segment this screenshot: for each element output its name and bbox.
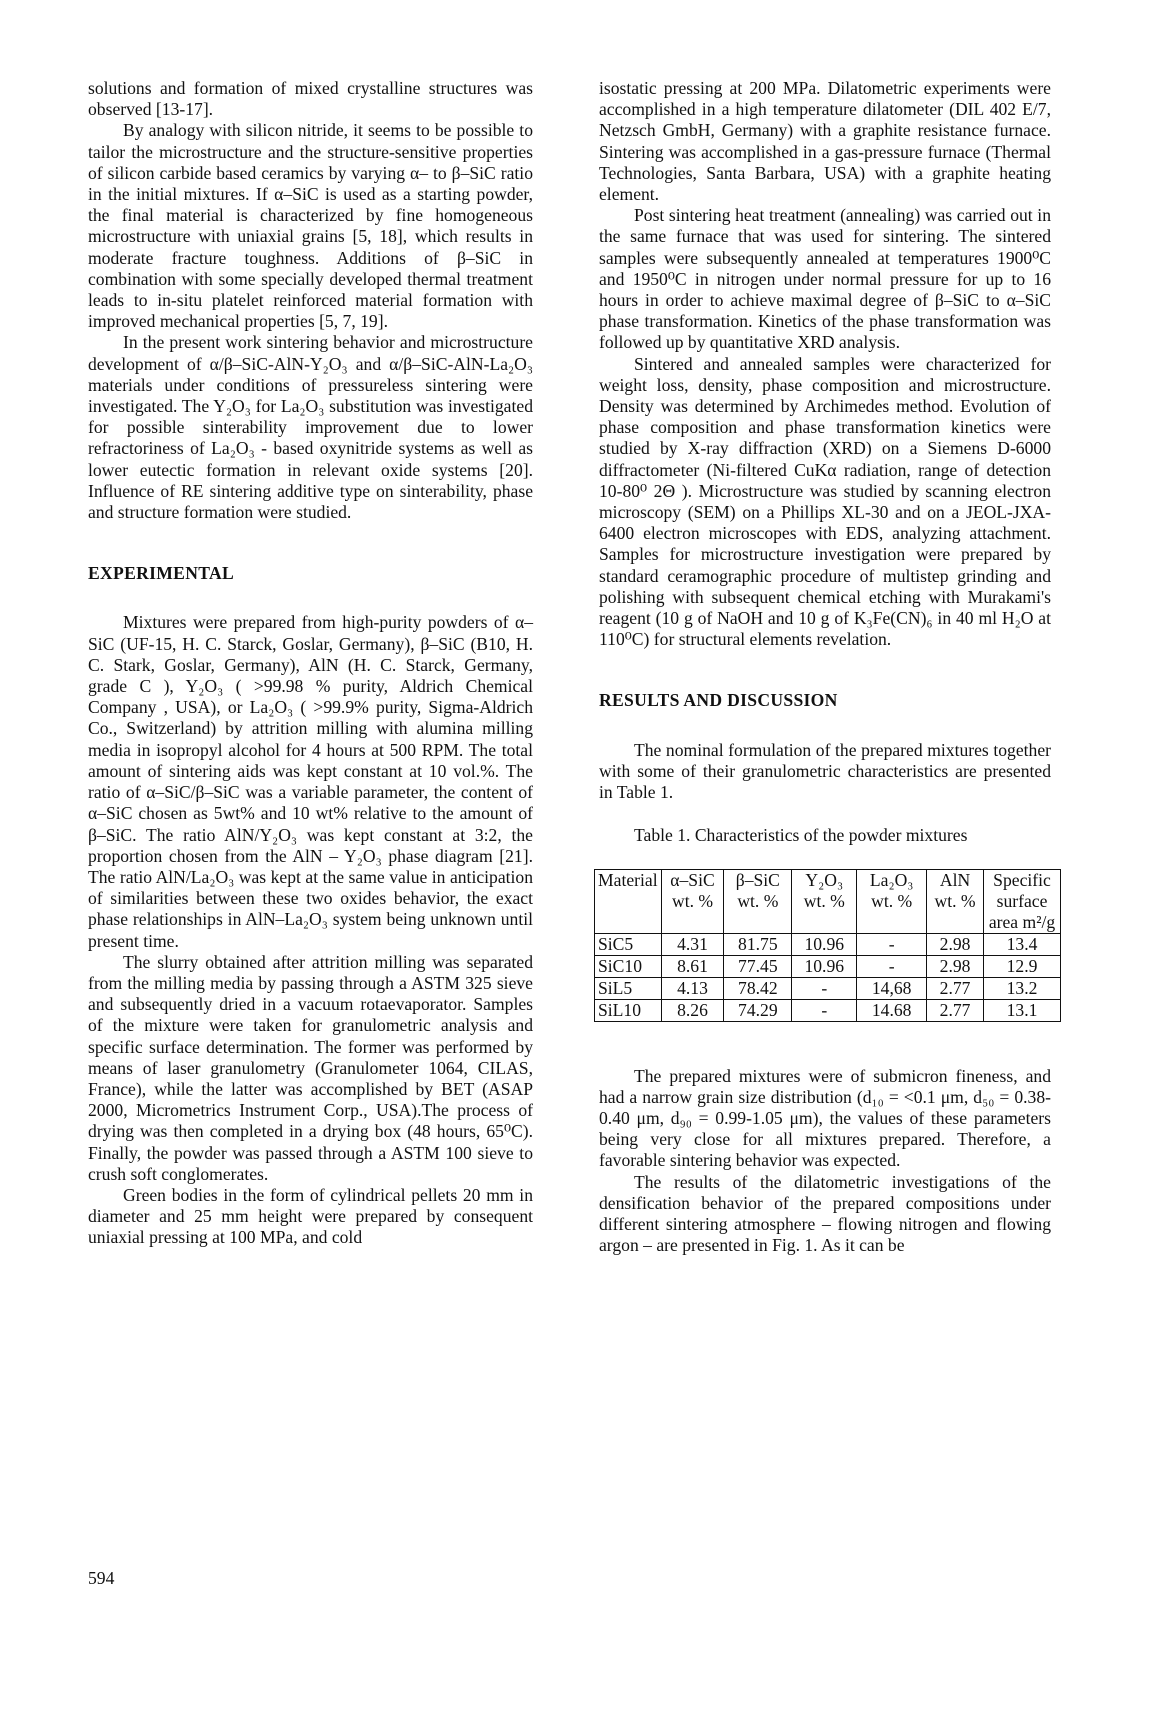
table-header-row — [595, 869, 1061, 933]
table-cell: - — [792, 999, 857, 1021]
right-column — [598, 78, 1056, 1256]
table-cell: 4.13 — [661, 977, 724, 999]
table-header-cell: AlN wt. % — [927, 869, 984, 933]
characteristics-table — [594, 869, 1061, 1022]
table-cell: SiC10 — [595, 955, 662, 977]
table-cell: 2.98 — [927, 955, 984, 977]
table-header-cell: Material — [595, 869, 662, 933]
table-cell: SiL10 — [595, 999, 662, 1021]
table-cell: SiL5 — [595, 977, 662, 999]
section-heading-results: RESULTS AND DISCUSSION — [599, 690, 838, 711]
table-row — [595, 955, 1061, 977]
table-cell: 10.96 — [792, 933, 857, 955]
table-cell: SiC5 — [595, 933, 662, 955]
table-cell: 4.31 — [661, 933, 724, 955]
table-cell: 13.1 — [984, 999, 1061, 1021]
paragraph: isostatic pressing at 200 MPa. Dilatometric experiments were accomplished in a high temperature dilatometer (DIL 402 E/7, Netzsch GmbH, Germany) with a graphite resistance furnace. Sintering was accomplished in a gas-pressure furnace (Thermal Technologies, Santa Barbara, USA) with a graphite heating element. — [599, 78, 1051, 205]
table-cell: 2.77 — [927, 999, 984, 1021]
table-cell: 74.29 — [724, 999, 792, 1021]
section-heading-experimental: EXPERIMENTAL — [88, 563, 234, 584]
table-row — [595, 999, 1061, 1021]
table-header-cell: La₂O₃ wt. % — [857, 869, 927, 933]
table-cell: 13.4 — [984, 933, 1061, 955]
table-cell: 10.96 — [792, 955, 857, 977]
table-caption: Table 1. Characteristics of the powder mixtures — [634, 825, 968, 846]
table-header-cell: β–SiC wt. % — [724, 869, 792, 933]
table-cell: - — [857, 955, 927, 977]
paragraph: solutions and formation of mixed crystalline structures was observed [13-17]. — [88, 78, 533, 120]
table-cell: 8.26 — [661, 999, 724, 1021]
table-cell: 77.45 — [724, 955, 792, 977]
table-cell: 13.2 — [984, 977, 1061, 999]
paragraph: The nominal formulation of the prepared mixtures together with some of their granulometric characteristics are presented in Table 1. — [599, 739, 1051, 803]
table-cell: 12.9 — [984, 955, 1061, 977]
table-cell: 8.61 — [661, 955, 724, 977]
table-cell: 2.98 — [927, 933, 984, 955]
table-cell: 2.77 — [927, 977, 984, 999]
paragraph: Green bodies in the form of cylindrical pellets 20 mm in diameter and 25 mm height were prepared by consequent uniaxial pressing at 100 MPa, and cold — [88, 1184, 533, 1248]
table-header-cell: Y₂O₃ wt. % — [792, 869, 857, 933]
paragraph: By analogy with silicon nitride, it seems to be possible to tailor the microstructure and the structure-sensitive properties of silicon carbide based ceramics by varying α– to β–SiC ratio in the initial mixtures. If α–SiC is used as a starting powder, the final material is characterized by fine homogeneous microstructure with uniaxial grains [5, 18], which results in moderate fracture toughness. Additions of β–SiC in combination with some specially developed thermal treatment leads to in-situ platelet reinforced material formation with improved mechanical properties [5, 7, 19]. — [88, 120, 533, 332]
paragraph: Sintered and annealed samples were characterized for weight loss, density, phase composition and microstructure. Density was determined by Archimedes method. Evolution of phase composition and phase transformation kinetics were studied by X-ray diffraction (XRD) on a Siemens D-6000 diffractometer (Ni-filtered CuKα radiation, range of detection 10-80⁰ 2Θ ). Microstructure was studied by scanning electron microscopy (SEM) on a Phillips XL-30 and on a JEOL-JXA-6400 electron microscopes with EDS, analyzing attachment. Samples for microstructure investigation were prepared by standard ceramographic procedure of multistep grinding and polishing with subsequent chemical etching with Murakami's reagent (10 g of NaOH and 10 g of K₃Fe(CN)₆ in 40 ml H₂O at 110⁰C) for structural elements revelation. — [599, 353, 1051, 650]
table-row — [595, 977, 1061, 999]
table-cell: - — [857, 933, 927, 955]
table-cell: - — [792, 977, 857, 999]
table-cell: 14,68 — [857, 977, 927, 999]
table-header-cell: α–SiC wt. % — [661, 869, 724, 933]
paragraph: In the present work sintering behavior and microstructure development of α/β–SiC-AlN-Y₂O₃ and α/β–SiC-AlN-La₂O₃ materials under conditions of pressureless sintering were investigated. The Y₂O₃ for La₂O₃ substitution was investigated for possible sinterability improvement due to lower refractoriness of La₂O₃ - based oxynitride systems as well as lower eutectic formation in relevant oxide systems [20]. Influence of RE sintering additive type on sinterability, phase and structure formation were studied. — [88, 332, 533, 523]
left-column — [88, 78, 533, 1249]
paragraph: Mixtures were prepared from high-purity powders of α–SiC (UF-15, H. C. Starck, Goslar, Germany), β–SiC (B10, H. C. Stark, Goslar, Germany), AlN (H. C. Starck, Germany, grade C ), Y₂O₃ ( >99.98 % purity, Aldrich Chemical Company , USA), or La₂O₃ ( >99.9% purity, Sigma-Aldrich Co., Switzerland) by attrition milling with alumina milling media in isopropyl alcohol for 4 hours at 500 RPM. The total amount of sintering aids was kept constant at 10 vol.%. The ratio of α–SiC/β–SiC was a variable parameter, the content of α–SiC chosen as 5wt% and 10 wt% relative to the amount of β–SiC. The ratio AlN/Y₂O₃ was kept constant at 3:2, the proportion chosen from the AlN – Y₂O₃ phase diagram [21]. The ratio AlN/La₂O₃ was kept at the same value in anticipation of similarities between these two oxides behavior, the exact phase relationships in AlN–La₂O₃ system being unknown until present time. — [88, 612, 533, 951]
table-cell: 14.68 — [857, 999, 927, 1021]
paragraph: The results of the dilatometric investigations of the densification behavior of the prepared compositions under different sintering atmosphere – flowing nitrogen and flowing argon – are presented in Fig. 1. As it can be — [599, 1171, 1051, 1256]
table-cell: 78.42 — [724, 977, 792, 999]
paragraph: Post sintering heat treatment (annealing) was carried out in the same furnace that was used for sintering. The sintered samples were subsequently annealed at temperatures 1900⁰C and 1950⁰C in nitrogen under normal pressure for up to 16 hours in order to achieve maximal degree of β–SiC to α–SiC phase transformation. Kinetics of the phase transformation was followed up by quantitative XRD analysis. — [599, 205, 1051, 353]
table-header-cell: Specific surface area m²/g — [984, 869, 1061, 933]
paragraph: The prepared mixtures were of submicron fineness, and had a narrow grain size distribution (d₁₀ = <0.1 μm, d₅₀ = 0.38-0.40 μm, d₉₀ = 0.99-1.05 μm), the values of these parameters being very close for all mixtures prepared. Therefore, a favorable sintering behavior was expected. — [599, 1065, 1051, 1171]
page-number: 594 — [88, 1568, 115, 1588]
table-cell: 81.75 — [724, 933, 792, 955]
paragraph: The slurry obtained after attrition milling was separated from the milling media by passing through a ASTM 325 sieve and subsequently dried in a vacuum rotaevaporator. Samples of the mixture were taken for granulometric analysis and specific surface determination. The former was performed by means of laser granulometry (Granulometer 1064, CILAS, France), while the latter was accomplished by BET (ASAP 2000, Micrometrics Instrument Corp., USA).The process of drying was then completed in a drying box (48 hours, 65⁰C). Finally, the powder was passed through a ASTM 100 sieve to crush soft conglomerates. — [88, 951, 533, 1184]
table-row — [595, 933, 1061, 955]
